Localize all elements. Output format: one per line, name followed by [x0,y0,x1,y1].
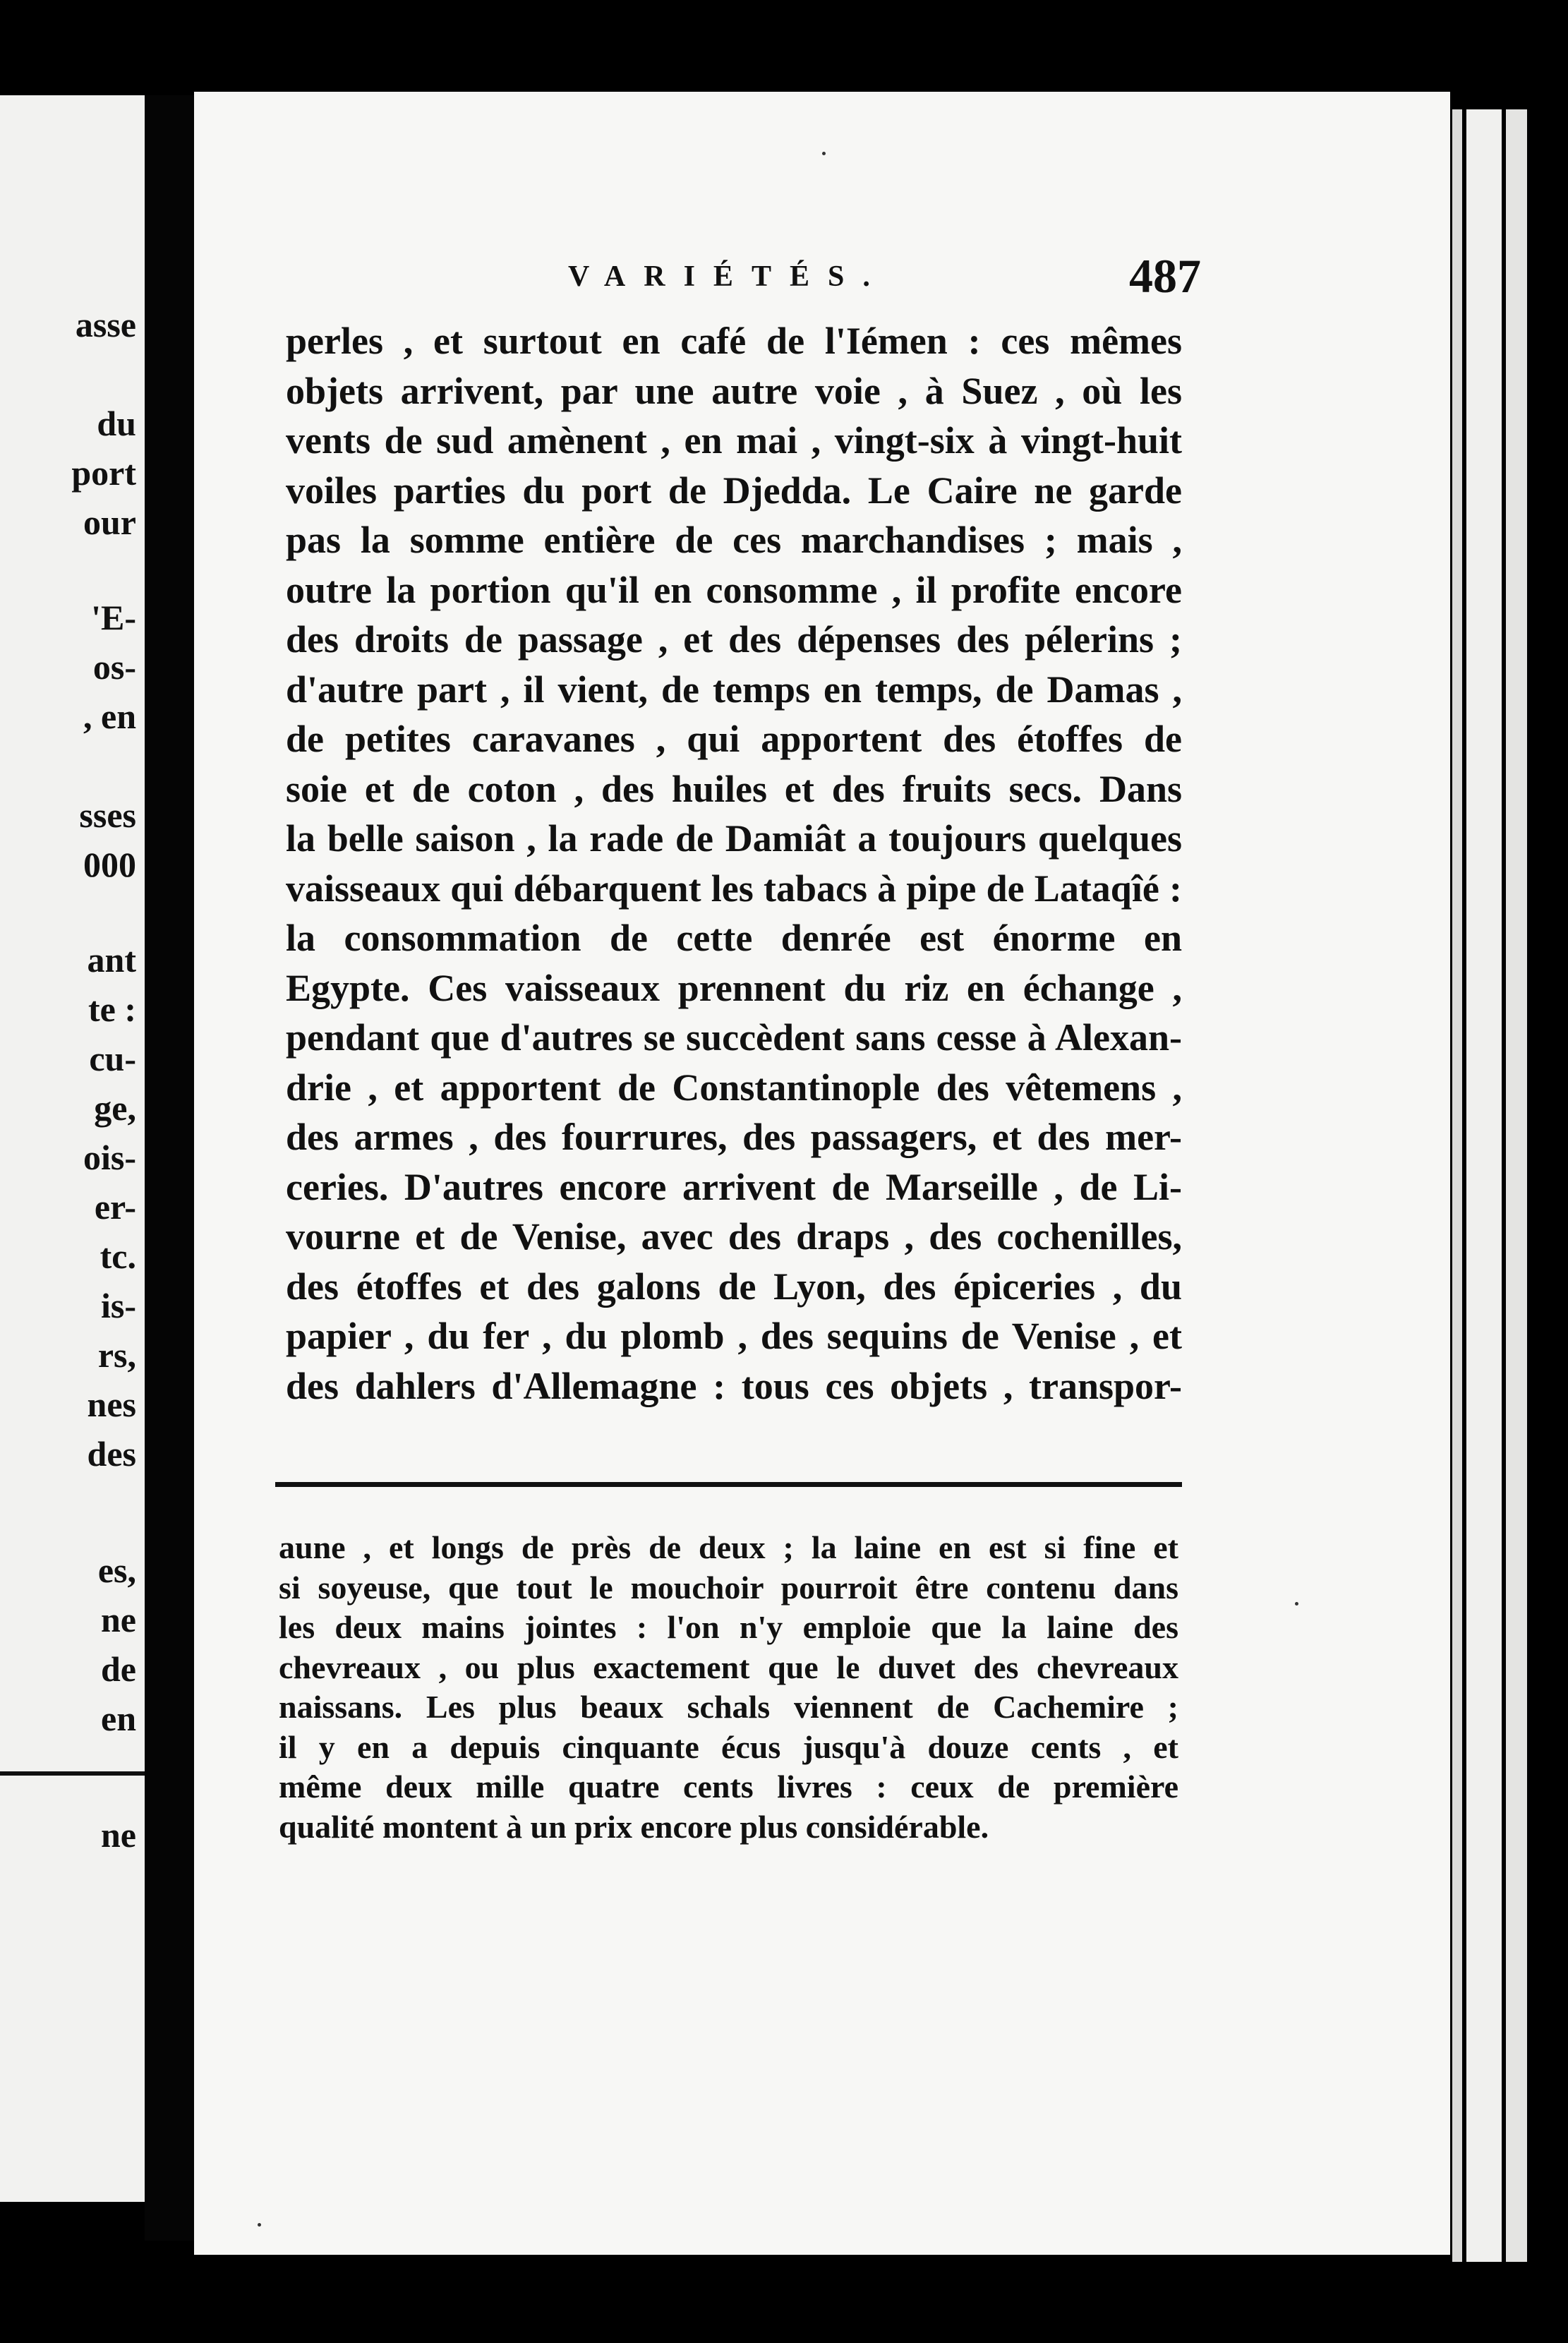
body-line: soie et de coton , des huiles et des fruits secs. Dans [286,767,1182,810]
body-text [286,316,1182,1411]
left-fragment-line: ois- [83,1138,136,1177]
running-head: VARIÉTÉS. [568,260,888,293]
body-line: la consommation de cette denrée est énorme en [286,917,1182,959]
left-fragment-line: ne [101,1815,136,1855]
body-line: objets arrivent, par une autre voie , à Suez , où les [286,369,1182,412]
left-fragment-line: os- [92,647,136,687]
footnote-line: naissans. Les plus beaux schals viennent de Cachemire ; [279,1689,1178,1725]
left-fragment-line: rs, [97,1335,136,1375]
left-footnote-rule [0,1771,145,1776]
footnote-line: même deux mille quatre cents livres : ceux de première [279,1769,1178,1805]
left-fragment-line: 'E- [91,598,136,637]
left-fragment-line: de [101,1649,136,1689]
body-line: ceries. D'autres encore arrivent de Marseille , de Li- [286,1165,1182,1208]
left-fragment-line: ge, [94,1088,136,1128]
body-line: des armes , des fourrures, des passagers, et des mer- [286,1116,1182,1158]
page-stack-edge [1466,109,1502,2262]
left-fragment-line: en [101,1699,136,1738]
left-fragment-line: our [83,502,136,542]
left-fragment-line: te : [88,989,136,1029]
body-line: pendant que d'autres se succèdent sans cesse à Alexan- [286,1016,1182,1059]
footnote-separator-rule [275,1482,1182,1487]
page-stack-edge [1452,109,1462,2262]
left-fragment-line: , en [83,697,136,736]
body-line: Egypte. Ces vaisseaux prennent du riz en échange , [286,966,1182,1009]
footnote-line: qualité montent à un prix encore plus considérable. [279,1808,989,1845]
left-fragment-line: tc. [99,1236,136,1276]
footnote-line: si soyeuse, que tout le mouchoir pourroit être contenu dans [279,1569,1178,1606]
body-line: la belle saison , la rade de Damiât a toujours quelques [286,817,1182,860]
page-number: 487 [1129,249,1201,303]
book-spine [145,95,194,2241]
paper-speck [822,152,826,155]
left-fragment-line: er- [94,1187,136,1227]
body-line: d'autre part , il vient, de temps en temps, de Damas , [286,668,1182,711]
left-fragment-line: ant [87,940,136,980]
footnote-line: il y en a depuis cinquante écus jusqu'à douze cents , et [279,1728,1178,1765]
left-fragment-line: nes [87,1385,136,1424]
left-fragment-line: asse [75,305,136,344]
body-line: drie , et apportent de Constantinople des vêtemens , [286,1066,1182,1109]
body-line: des dahlers d'Allemagne : tous ces objets , transpor- [286,1364,1182,1407]
left-fragment-line: 000 [83,845,136,884]
body-line: voiles parties du port de Djedda. Le Caire ne garde [286,469,1182,512]
body-line: pas la somme entière de ces marchandises ; mais , [286,519,1182,561]
paper-speck [258,2223,261,2227]
body-line: vourne et de Venise, avec des draps , des cochenilles, [286,1215,1182,1258]
left-fragment-line: sses [79,795,136,835]
left-fragment-line: ne [101,1600,136,1639]
page-stack-edge [1506,109,1527,2262]
body-line: de petites caravanes , qui apportent des étoffes de [286,718,1182,760]
body-line: outre la portion qu'il en consomme , il profite encore [286,568,1182,611]
left-fragment-line: du [97,404,136,443]
footnote-line: aune , et longs de près de deux ; la laine en est si fine et [279,1529,1178,1565]
left-fragment-line: port [71,453,136,493]
body-line: vaisseaux qui débarquent les tabacs à pipe de Lataqîé : [286,867,1182,910]
left-fragment-line: cu- [89,1039,136,1078]
body-line: des droits de passage , et des dépenses des pélerins ; [286,618,1182,661]
footnote-line: les deux mains jointes : l'on n'y emploie que la laine des [279,1609,1178,1645]
footnote [279,1528,1178,1847]
body-line: des étoffes et des galons de Lyon, des épiceries , du [286,1265,1182,1308]
book-page [194,92,1450,2255]
body-line: perles , et surtout en café de l'Iémen : ces mêmes [286,320,1182,362]
left-fragment-line: es, [97,1550,136,1590]
left-fragment-line: des [87,1434,136,1474]
paper-speck [1295,1602,1298,1606]
previous-page-fragment [0,95,145,2202]
body-line: vents de sud amènent , en mai , vingt-six à vingt-huit [286,419,1182,462]
body-line: papier , du fer , du plomb , des sequins de Venise , et [286,1315,1182,1357]
left-fragment-line: is- [101,1286,136,1325]
footnote-line: chevreaux , ou plus exactement que le duvet des chevreaux [279,1649,1178,1685]
